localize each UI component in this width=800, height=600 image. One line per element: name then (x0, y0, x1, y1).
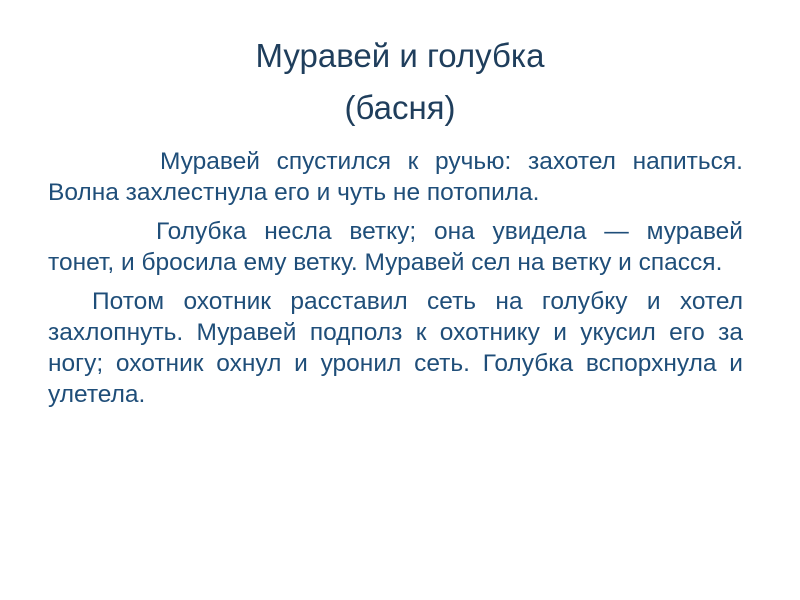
title-line-1: Муравей и голубка (255, 37, 545, 74)
slide-title (0, 30, 800, 134)
paragraph-2: Голубка несла ветку; она увидела — муравей тонет, и бросила ему ветку. Муравей сел на ветку и спасся. (48, 218, 743, 276)
paragraph-3: Потом охотник расставил сеть на голубку и хотел захлопнуть. Муравей подполз к охотнику и укусил его за ногу; охотник охнул и уронил сеть. Голубка вспорхнула и улетела. (48, 288, 743, 408)
paragraph-1: Муравей спустился к ручью: захотел напиться. Волна захлестнула его и чуть не потопила. (48, 148, 743, 206)
title-line-2: (басня) (344, 89, 456, 126)
fable-text (48, 146, 743, 418)
